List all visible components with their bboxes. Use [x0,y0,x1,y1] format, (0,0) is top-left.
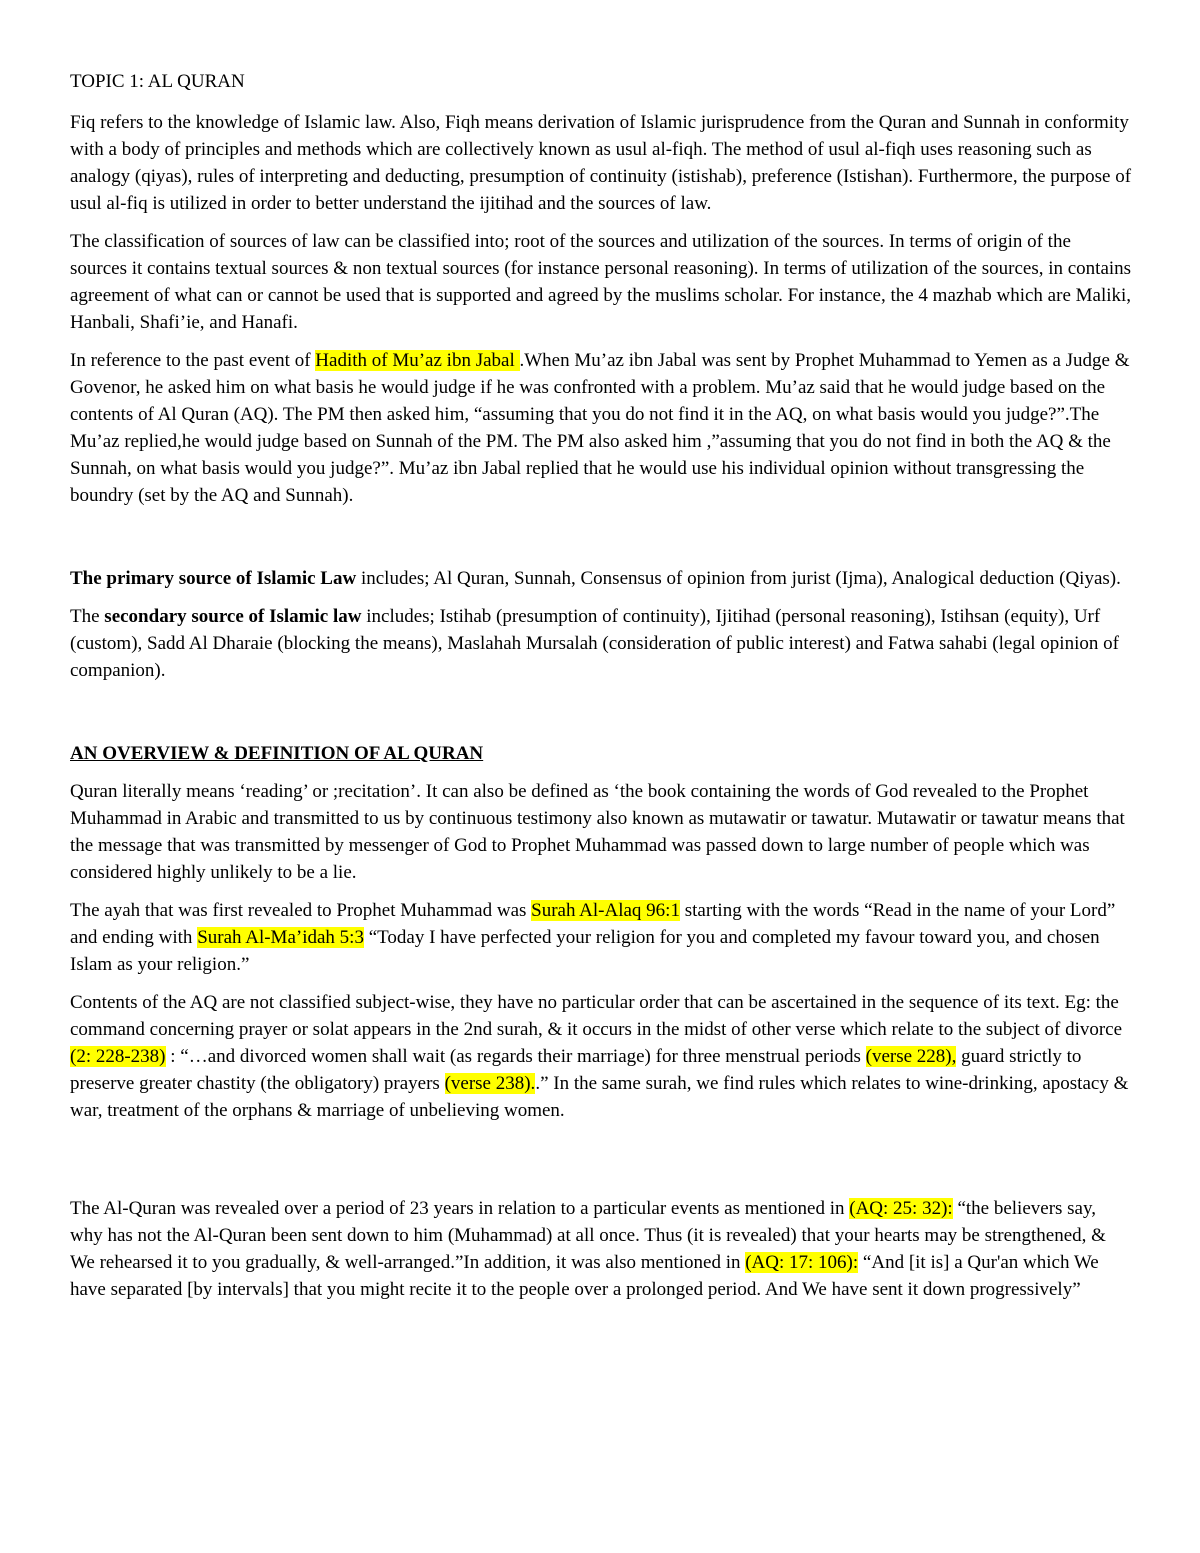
text-segment: “And [it is] a Qur'an which We have separated [by intervals] that you might recite it to the people over a prolonged period. And We have sent it down progressively” [70,1252,1099,1300]
highlighted-reference: Surah Al-Alaq 96:1 [531,900,680,921]
text-segment: Contents of the AQ are not classified subject-wise, they have no particular order that can be ascertained in the sequence of its text. Eg: the command concerning prayer or solat appears in the 2nd surah, & it occurs in the midst of other verse which relate to the subject of divorce [70,992,1123,1040]
topic-title: TOPIC 1: AL QURAN [70,71,245,92]
paragraph-gradual-revelation [70,1195,1132,1303]
text-segment: “Today I have perfected your religion for you and completed my favour toward you, and chosen Islam as your religion.” [70,927,1100,975]
paragraph-classification-of-sources: The classification of sources of law can be classified into; root of the sources and utilization of the sources. In terms of origin of the sources it contains textual sources & non textual sources (for instance personal reasoning). In terms of utilization of the sources, in contains agreement of what can or cannot be used that is supported and agreed by the muslims scholar. For instance, the 4 mazhab which are Maliki, Hanbali, Shafi’ie, and Hanafi. [70,231,1132,333]
text-segment: The [70,606,105,627]
text-segment: In reference to the past event of [70,350,316,371]
paragraph-primary-source [70,565,1132,592]
text-segment: .When Mu’az ibn Jabal was sent by Prophet Muhammad to Yemen as a Judge & Govenor, he asked him on what basis he would judge if he was confronted with a problem. Mu’az said that he would judge based on the contents of Al Quran (AQ). The PM then asked him, “assuming that you do not find it in the AQ, on what basis would you judge?”.The Mu’az replied,he would judge based on Sunnah of the PM. The PM also asked him ,”assuming that you do not find in both the AQ & the Sunnah, on what basis would you judge?”. Mu’az ibn Jabal replied that he would use his individual opinion without transgressing the boundry (set by the AQ and Sunnah). [70,350,1130,506]
text-segment: starting with the words “Read in the name of your Lord” and ending with [70,900,1116,948]
paragraph-quran-definition: Quran literally means ‘reading’ or ;recitation’. It can also be defined as ‘the book containing the words of God revealed to the Prophet Muhammad in Arabic and transmitted to us by continuous testimony also known as mutawatir or tawatur. Mutawatir or tawatur means that the message that was transmitted by messenger of God to Prophet Muhammad was passed down to large number of people which was considered highly unlikely to be a lie. [70,781,1125,883]
highlighted-reference: Hadith of Mu’az ibn Jabal [315,350,520,371]
text-segment: .” In the same surah, we find rules which relates to wine-drinking, apostacy & war, treatment of the orphans & marriage of unbelieving women. [70,1073,1129,1121]
highlighted-reference: (AQ: 25: 32): [849,1198,953,1219]
highlighted-reference: (verse 238). [444,1073,536,1094]
highlighted-reference: (2: 228-238) [70,1046,166,1067]
highlighted-reference: Surah Al-Ma’idah 5:3 [197,927,364,948]
spacer [70,1135,1132,1195]
paragraph-contents-order [70,989,1132,1124]
text-segment: The Al-Quran was revealed over a period of 23 years in relation to a particular events as mentioned in [70,1198,850,1219]
section-heading: AN OVERVIEW & DEFINITION OF AL QURAN [70,743,484,764]
text-segment: : “…and divorced women shall wait (as regards their marriage) for three menstrual periods [165,1046,866,1067]
bold-term: The primary source of Islamic Law [70,568,357,589]
paragraph-first-revelation [70,897,1132,978]
text-segment: includes; Al Quran, Sunnah, Consensus of opinion from jurist (Ijma), Analogical deduction (Qiyas). [356,568,1121,589]
text-segment: includes; Istihab (presumption of continuity), Ijitihad (personal reasoning), Istihsan (equity), Urf (custom), Sadd Al Dharaie (blocking the means), Maslahah Mursalah (consideration of public interest) and Fatwa sahabi (legal opinion of companion). [70,606,1119,681]
highlighted-reference: (verse 228), [865,1046,957,1067]
spacer [70,695,1132,740]
spacer [70,520,1132,565]
highlighted-reference: (AQ: 17: 106): [745,1252,859,1273]
paragraph-secondary-source [70,603,1132,684]
text-segment: guard strictly to preserve greater chastity (the obligatory) prayers [70,1046,1082,1094]
bold-term: secondary source of Islamic law [104,606,362,627]
paragraph-hadith-muaz [70,347,1132,509]
document-page [70,68,1132,1314]
paragraph-fiqh-definition: Fiq refers to the knowledge of Islamic law. Also, Fiqh means derivation of Islamic jurisprudence from the Quran and Sunnah in conformity with a body of principles and methods which are collectively known as usul al-fiqh. The method of usul al-fiqh uses reasoning such as analogy (qiyas), rules of interpreting and deducting, presumption of continuity (istishab), preference (Istishan). Furthermore, the purpose of usul al-fiq is utilized in order to better understand the ijitihad and the sources of law. [70,112,1132,214]
text-segment: The ayah that was first revealed to Prophet Muhammad was [70,900,532,921]
text-segment: “the believers say, why has not the Al-Quran been sent down to him (Muhammad) at all once. Thus (it is revealed) that your hearts may be strengthened, & We rehearsed it to you gradually, & well-arranged.”In addition, it was also mentioned in [70,1198,1106,1273]
